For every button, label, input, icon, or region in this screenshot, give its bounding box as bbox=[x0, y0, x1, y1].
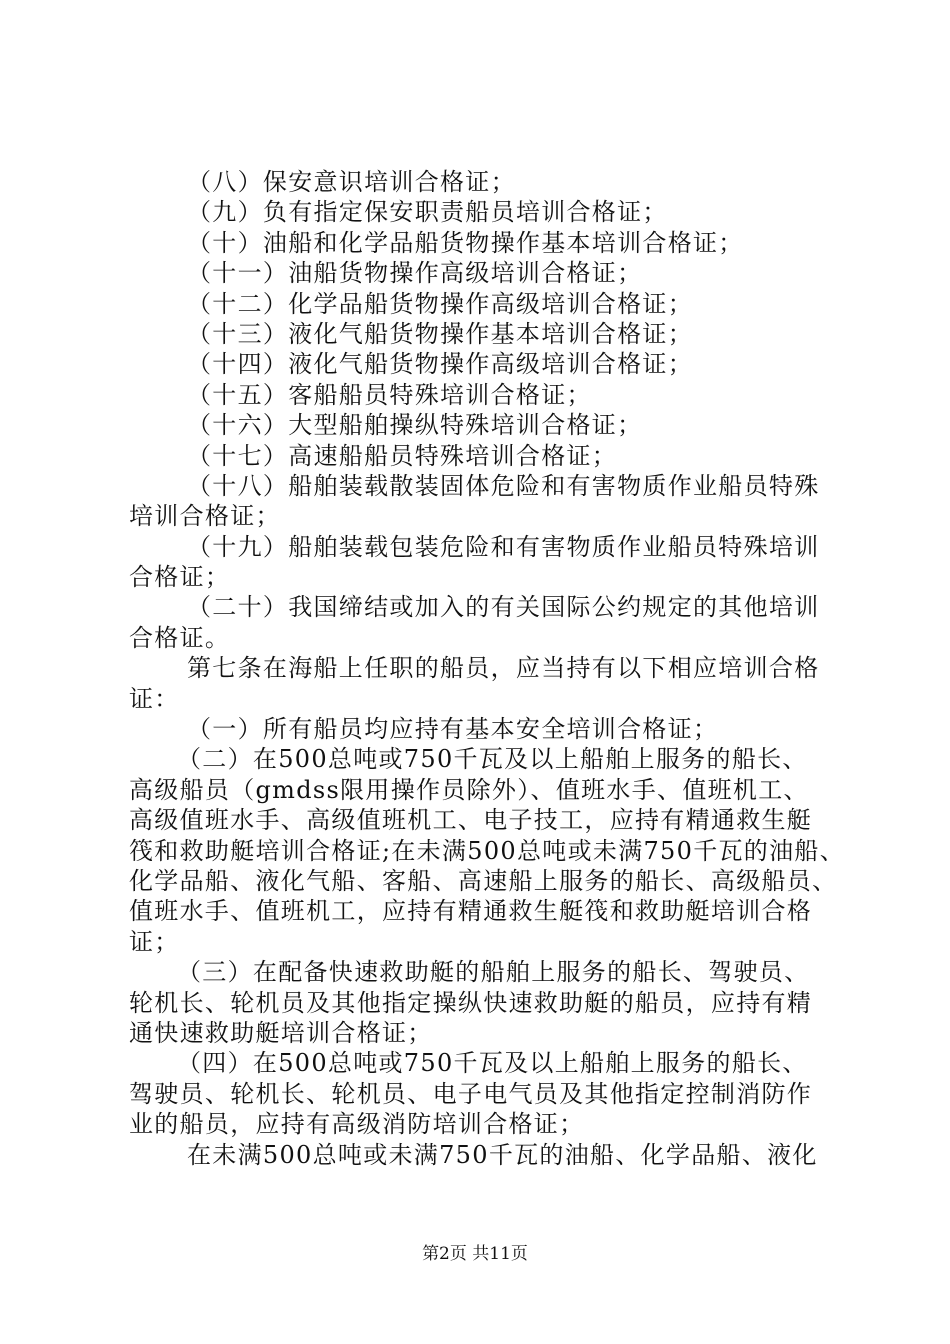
text-line: 证； bbox=[129, 927, 180, 956]
text-line: （十九）船舶装载包装危险和有害物质作业船员特殊培训 bbox=[187, 532, 820, 561]
text-line: 驾驶员、轮机长、轮机员、电子电气员及其他指定控制消防作 bbox=[129, 1079, 813, 1108]
text-line: 培训合格证； bbox=[129, 502, 281, 531]
text-line: 高级船员（gmdss限用操作员除外）、值班水手、值班机工、 bbox=[129, 775, 809, 804]
text-line: 值班水手、值班机工，应持有精通救生艇筏和救助艇培训合格 bbox=[129, 897, 813, 926]
text-line: 业的船员，应持有高级消防培训合格证； bbox=[129, 1110, 585, 1139]
text-line: 证： bbox=[129, 684, 180, 713]
text-line: （八）保安意识培训合格证； bbox=[187, 168, 516, 196]
document-body bbox=[129, 167, 846, 1170]
text-line: （十八）船舶装载散装固体危险和有害物质作业船员特殊 bbox=[187, 471, 820, 500]
text-line: （一）所有船员均应持有基本安全培训合格证； bbox=[187, 715, 719, 744]
text-line: （十六）大型船舶操纵特殊培训合格证； bbox=[187, 411, 643, 440]
text-line: 化学品船、液化气船、客船、高速船上服务的船长、高级船员、 bbox=[129, 866, 838, 895]
text-line: 合格证； bbox=[129, 563, 231, 592]
text-line: 高级值班水手、高级值班机工、电子技工，应持有精通救生艇 bbox=[129, 806, 813, 835]
text-line: （四）在500总吨或750千瓦及以上船舶上服务的船长、 bbox=[177, 1049, 808, 1078]
text-line: （九）负有指定保安职责船员培训合格证； bbox=[187, 198, 668, 227]
page-footer: 第2页 共11页 bbox=[422, 1244, 528, 1264]
text-line: （二十）我国缔结或加入的有关国际公约规定的其他培训 bbox=[187, 593, 820, 622]
text-line: 合格证。 bbox=[129, 623, 231, 652]
text-line: （十）油船和化学品船货物操作基本培训合格证； bbox=[187, 228, 744, 257]
text-line: 通快速救助艇培训合格证； bbox=[129, 1018, 433, 1047]
text-line: （十七）高速船船员特殊培训合格证； bbox=[187, 441, 618, 470]
text-line: （十三）液化气船货物操作基本培训合格证； bbox=[187, 319, 693, 348]
text-line: 第七条在海船上任职的船员，应当持有以下相应培训合格 bbox=[187, 654, 820, 683]
text-line: （十二）化学品船货物操作高级培训合格证； bbox=[187, 289, 693, 318]
text-line: （十四）液化气船货物操作高级培训合格证； bbox=[187, 350, 693, 379]
text-line: 在未满500总吨或未满750千瓦的油船、化学品船、液化 bbox=[187, 1140, 818, 1169]
text-line: （二）在500总吨或750千瓦及以上船舶上服务的船长、 bbox=[177, 745, 808, 774]
text-line: 轮机长、轮机员及其他指定操纵快速救助艇的船员，应持有精 bbox=[129, 988, 813, 1017]
text-line: 筏和救助艇培训合格证;在未满500总吨或未满750千瓦的油船、 bbox=[129, 836, 846, 865]
text-line: （十五）客船船员特殊培训合格证； bbox=[187, 380, 592, 409]
text-line: （十一）油船货物操作高级培训合格证； bbox=[187, 259, 643, 288]
text-line: （三）在配备快速救助艇的船舶上服务的船长、驾驶员、 bbox=[177, 958, 810, 987]
